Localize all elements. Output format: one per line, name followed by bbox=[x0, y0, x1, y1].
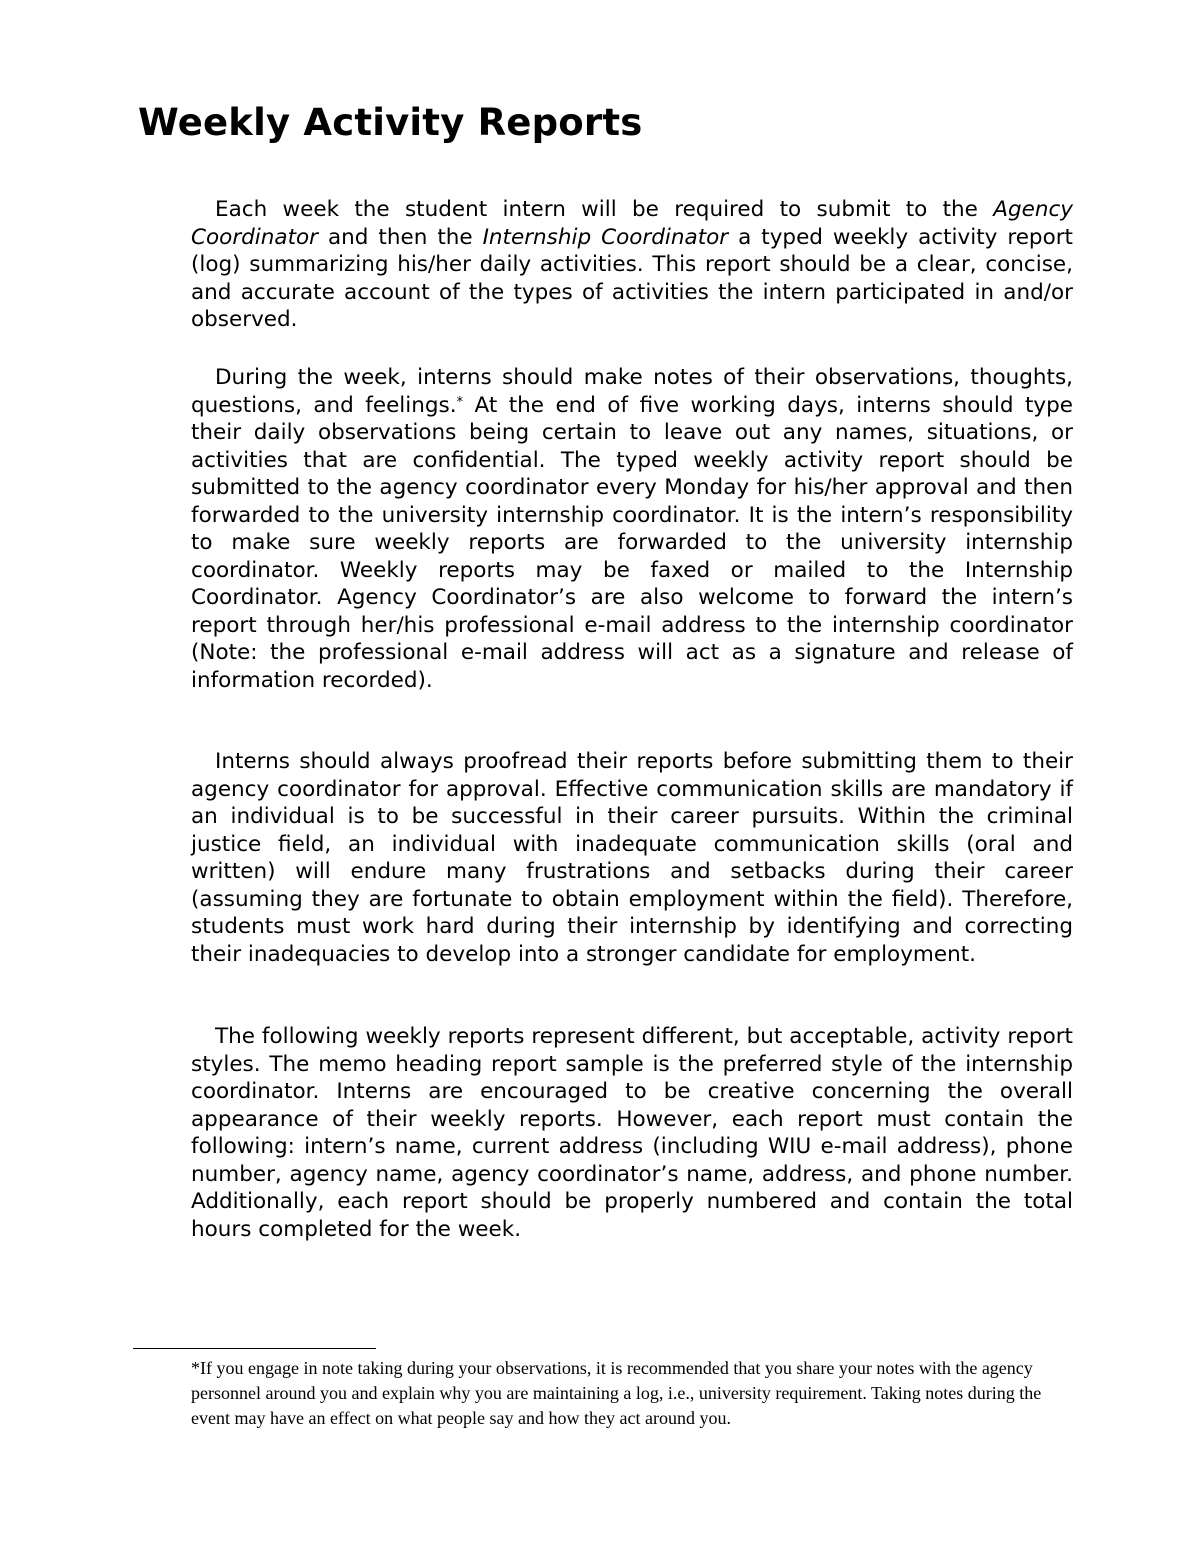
paragraph-notes bbox=[191, 364, 1073, 694]
paragraph-text: At the end of five working days, interns should type their daily observations being certain to leave out any names, situations, or activities that are confidential. The typed weekly activity report should be submitted to the agency coordinator every Monday for his/her approval and then forwarded to the university internship coordinator. It is the intern’s responsibility to make sure weekly reports are forwarded to the university internship coordinator. Weekly reports may be faxed or mailed to the Internship Coordinator. Agency Coordinator’s are also welcome to forward the intern’s report through her/his professional e-mail address to the internship coordinator (Note: the professional e-mail address will act as a signature and release of information recorded). bbox=[191, 392, 1073, 693]
footnote-text: If you engage in note taking during your observations, it is recommended that you share your notes with the agency personnel around you and explain why you are maintaining a log, i.e., university requirement. Taking notes during the event may have an effect on what people say and how they act around you. bbox=[191, 1358, 1042, 1428]
footnote-divider bbox=[133, 1348, 376, 1349]
paragraph-proofread bbox=[191, 748, 1073, 968]
paragraph-text: and then the bbox=[318, 224, 483, 250]
paragraph-text: During the week, interns should make notes of their observations, thoughts, questions, and feelings. bbox=[191, 365, 1073, 418]
paragraph-text: Each week the student intern will be required to submit to the bbox=[215, 197, 994, 222]
paragraph-text: a typed weekly activity report (log) summarizing his/her daily activities. This report should be a clear, concise, and accurate account of the types of activities the intern participated in and/or observed. bbox=[191, 224, 1073, 332]
paragraph-intro bbox=[191, 196, 1073, 334]
footnote bbox=[191, 1356, 1071, 1431]
emphasis-internship-coordinator: Internship Coordinator bbox=[482, 224, 729, 250]
paragraph-report-styles bbox=[191, 1023, 1073, 1243]
paragraph-text: The following weekly reports represent different, but acceptable, activity report styles. The memo heading report sample is the preferred style of the internship coordinator. Interns are encouraged to be creative concerning the overall appearance of their weekly reports. However, each report must contain the following: intern’s name, current address (including WIU e-mail address), phone number, agency name, agency coordinator’s name, address, and phone number. Additionally, each report should be properly numbered and contain the total hours completed for the week. bbox=[191, 1024, 1073, 1242]
footnote-mark: * bbox=[191, 1358, 200, 1378]
emphasis-agency-coordinator: Agency Coordinator bbox=[191, 197, 1073, 250]
paragraph-text: Interns should always proofread their reports before submitting them to their agency coordinator for approval. Effective communication skills are mandatory if an individual is to be successful in their career pursuits. Within the criminal justice field, an individual with inadequate communication skills (oral and written) will endure many frustrations and setbacks during their career (assuming they are fortunate to obtain employment within the field). Therefore, students must work hard during their internship by identifying and correcting their inadequacies to develop into a stronger candidate for employment. bbox=[191, 749, 1073, 967]
footnote-reference-mark: * bbox=[456, 394, 464, 410]
page-title: Weekly Activity Reports bbox=[138, 101, 643, 144]
